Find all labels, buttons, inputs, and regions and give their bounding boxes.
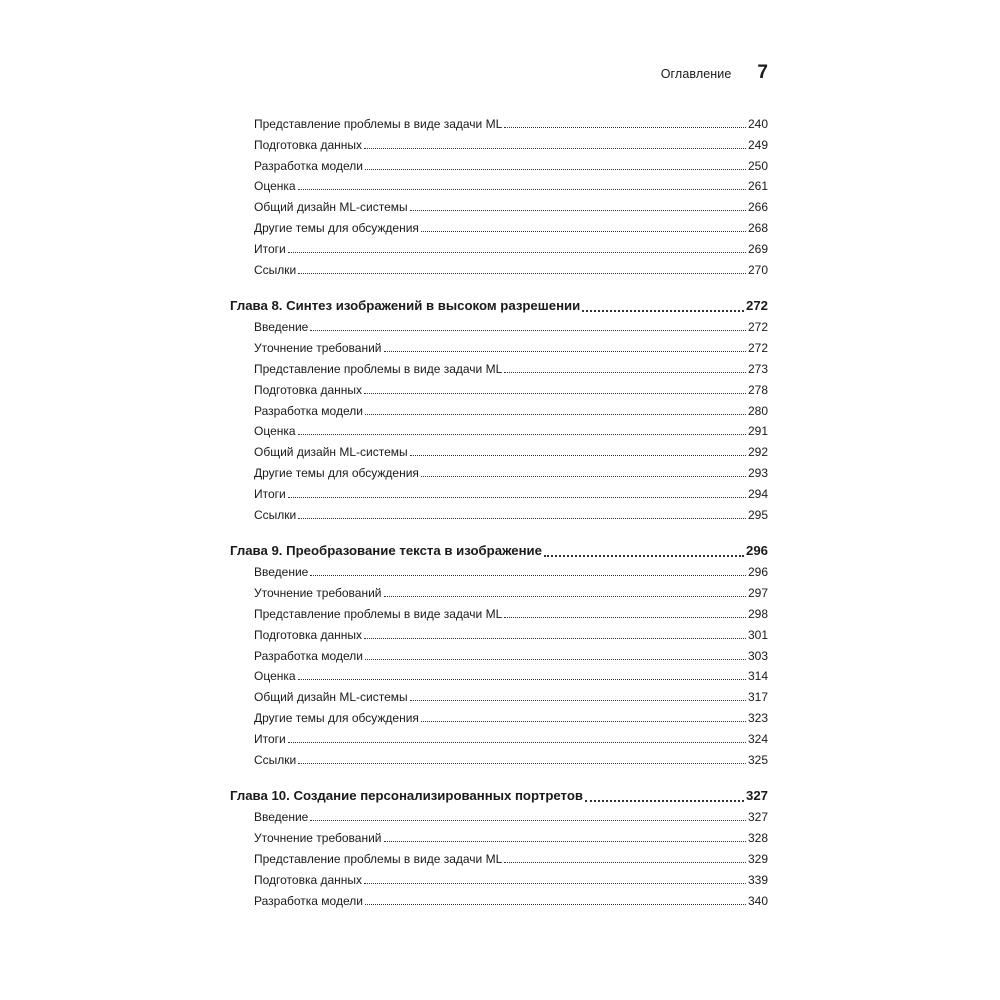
dot-leader [298, 518, 746, 519]
chapter-title: Глава 9. Преобразование текста в изображение [230, 543, 542, 559]
entry-page-number: 292 [747, 445, 768, 460]
entry-title: Оценка [254, 424, 296, 439]
chapter-page-number: 272 [745, 298, 768, 314]
table-of-contents [230, 117, 768, 922]
toc-entry[interactable] [230, 690, 768, 711]
entry-title: Подготовка данных [254, 872, 363, 887]
entry-page-number: 272 [747, 320, 768, 335]
chapter-title: Глава 10. Создание персонализированных портретов [230, 788, 583, 804]
entry-page-number: 297 [747, 586, 768, 601]
entry-page-number: 327 [747, 810, 768, 825]
entry-title: Итоги [254, 486, 286, 501]
dot-leader [410, 455, 746, 456]
entry-title: Представление проблемы в виде задачи ML [254, 361, 503, 376]
entry-title: Другие темы для обсуждения [254, 465, 419, 480]
dot-leader [298, 273, 746, 274]
dot-leader [310, 575, 746, 576]
entry-title: Другие темы для обсуждения [254, 710, 419, 725]
entry-title: Разработка модели [254, 403, 363, 418]
entry-page-number: 298 [747, 606, 768, 621]
entry-page-number: 323 [747, 710, 768, 725]
dot-leader [364, 148, 746, 149]
dot-leader [504, 372, 746, 373]
entry-page-number: 295 [747, 507, 768, 522]
entry-title: Общий дизайн ML-системы [254, 690, 408, 705]
entry-page-number: 278 [747, 382, 768, 397]
dot-leader [298, 434, 746, 435]
toc-entry[interactable] [230, 200, 768, 221]
toc-entry[interactable] [230, 873, 768, 894]
dot-leader [582, 310, 744, 312]
entry-page-number: 303 [747, 648, 768, 663]
entry-title: Уточнение требований [254, 341, 382, 356]
dot-leader [364, 638, 746, 639]
dot-leader [288, 252, 746, 253]
dot-leader [504, 862, 746, 863]
dot-leader [421, 721, 746, 722]
toc-entry[interactable] [230, 404, 768, 425]
entry-title: Подготовка данных [254, 137, 363, 152]
entry-title: Введение [254, 810, 309, 825]
dot-leader [365, 414, 746, 415]
entry-title: Другие темы для обсуждения [254, 220, 419, 235]
entry-title: Итоги [254, 241, 286, 256]
toc-entry[interactable] [230, 445, 768, 466]
entry-page-number: 301 [747, 627, 768, 642]
entry-page-number: 314 [747, 669, 768, 684]
entry-title: Ссылки [254, 507, 297, 522]
toc-chapter-entry[interactable] [230, 536, 768, 565]
toc-entry[interactable] [230, 341, 768, 362]
entry-page-number: 325 [747, 752, 768, 767]
entry-page-number: 339 [747, 872, 768, 887]
toc-entry[interactable] [230, 810, 768, 831]
entry-page-number: 294 [747, 486, 768, 501]
toc-entry[interactable] [230, 383, 768, 404]
dot-leader [421, 231, 746, 232]
entry-page-number: 296 [747, 565, 768, 580]
toc-chapter-entry[interactable] [230, 781, 768, 810]
entry-page-number: 280 [747, 403, 768, 418]
toc-section [230, 291, 768, 528]
entry-page-number: 270 [747, 262, 768, 277]
entry-page-number: 317 [747, 690, 768, 705]
dot-leader [288, 742, 746, 743]
toc-entry[interactable] [230, 586, 768, 607]
header-title: Оглавление [660, 67, 732, 81]
dot-leader [421, 476, 746, 477]
toc-entry[interactable] [230, 565, 768, 586]
toc-entry[interactable] [230, 732, 768, 753]
toc-entry[interactable] [230, 424, 768, 445]
entry-page-number: 328 [747, 831, 768, 846]
toc-section [230, 117, 768, 283]
chapter-page-number: 296 [745, 543, 768, 559]
entry-title: Введение [254, 565, 309, 580]
toc-entry[interactable] [230, 831, 768, 852]
dot-leader [298, 189, 746, 190]
toc-entry[interactable] [230, 242, 768, 263]
chapter-page-number: 327 [745, 788, 768, 804]
entry-title: Оценка [254, 179, 296, 194]
entry-title: Оценка [254, 669, 296, 684]
entry-title: Представление проблемы в виде задачи ML [254, 851, 503, 866]
entry-title: Общий дизайн ML-системы [254, 445, 408, 460]
toc-entry[interactable] [230, 852, 768, 873]
dot-leader [298, 679, 746, 680]
toc-section [230, 536, 768, 773]
entry-page-number: 324 [747, 731, 768, 746]
dot-leader [310, 820, 746, 821]
entry-page-number: 240 [747, 117, 768, 131]
toc-entry[interactable] [230, 628, 768, 649]
toc-entry[interactable] [230, 466, 768, 487]
entry-title: Общий дизайн ML-системы [254, 200, 408, 215]
dot-leader [310, 330, 746, 331]
entry-title: Уточнение требований [254, 586, 382, 601]
entry-page-number: 293 [747, 465, 768, 480]
toc-entry[interactable] [230, 117, 768, 138]
dot-leader [288, 497, 746, 498]
toc-entry[interactable] [230, 753, 768, 774]
toc-chapter-entry[interactable] [230, 291, 768, 320]
dot-leader [544, 555, 744, 557]
dot-leader [585, 800, 744, 802]
toc-entry[interactable] [230, 894, 768, 915]
dot-leader [384, 841, 746, 842]
toc-entry[interactable] [230, 159, 768, 180]
entry-page-number: 340 [747, 893, 768, 908]
dot-leader [365, 904, 746, 905]
entry-title: Ссылки [254, 262, 297, 277]
entry-title: Представление проблемы в виде задачи ML [254, 117, 503, 131]
entry-title: Разработка модели [254, 158, 363, 173]
toc-entry[interactable] [230, 263, 768, 284]
entry-title: Подготовка данных [254, 382, 363, 397]
dot-leader [298, 763, 746, 764]
toc-entry[interactable] [230, 649, 768, 670]
entry-page-number: 249 [747, 137, 768, 152]
toc-entry[interactable] [230, 362, 768, 383]
toc-entry[interactable] [230, 179, 768, 200]
entry-page-number: 329 [747, 851, 768, 866]
entry-page-number: 269 [747, 241, 768, 256]
dot-leader [364, 393, 746, 394]
entry-title: Уточнение требований [254, 831, 382, 846]
toc-entry[interactable] [230, 711, 768, 732]
entry-page-number: 266 [747, 200, 768, 215]
toc-entry[interactable] [230, 487, 768, 508]
running-header [230, 62, 768, 84]
toc-entry[interactable] [230, 669, 768, 690]
entry-page-number: 261 [747, 179, 768, 194]
entry-title: Разработка модели [254, 648, 363, 663]
entry-title: Введение [254, 320, 309, 335]
entry-title: Представление проблемы в виде задачи ML [254, 606, 503, 621]
dot-leader [365, 659, 746, 660]
dot-leader [364, 883, 746, 884]
entry-page-number: 291 [747, 424, 768, 439]
entry-title: Разработка модели [254, 893, 363, 908]
entry-title: Подготовка данных [254, 627, 363, 642]
entry-title: Ссылки [254, 752, 297, 767]
entry-page-number: 268 [747, 220, 768, 235]
entry-page-number: 273 [747, 361, 768, 376]
dot-leader [384, 351, 746, 352]
toc-entry[interactable] [230, 221, 768, 242]
chapter-title: Глава 8. Синтез изображений в высоком разрешении [230, 298, 581, 314]
dot-leader [410, 700, 746, 701]
dot-leader [384, 596, 746, 597]
toc-entry[interactable] [230, 320, 768, 341]
dot-leader [410, 210, 746, 211]
entry-page-number: 250 [747, 158, 768, 173]
toc-entry[interactable] [230, 138, 768, 159]
entry-title: Итоги [254, 731, 286, 746]
toc-entry[interactable] [230, 508, 768, 529]
dot-leader [504, 127, 746, 128]
dot-leader [365, 169, 746, 170]
entry-page-number: 272 [747, 341, 768, 356]
toc-entry[interactable] [230, 607, 768, 628]
page-number: 7 [757, 62, 768, 83]
toc-section [230, 781, 768, 914]
dot-leader [504, 617, 746, 618]
